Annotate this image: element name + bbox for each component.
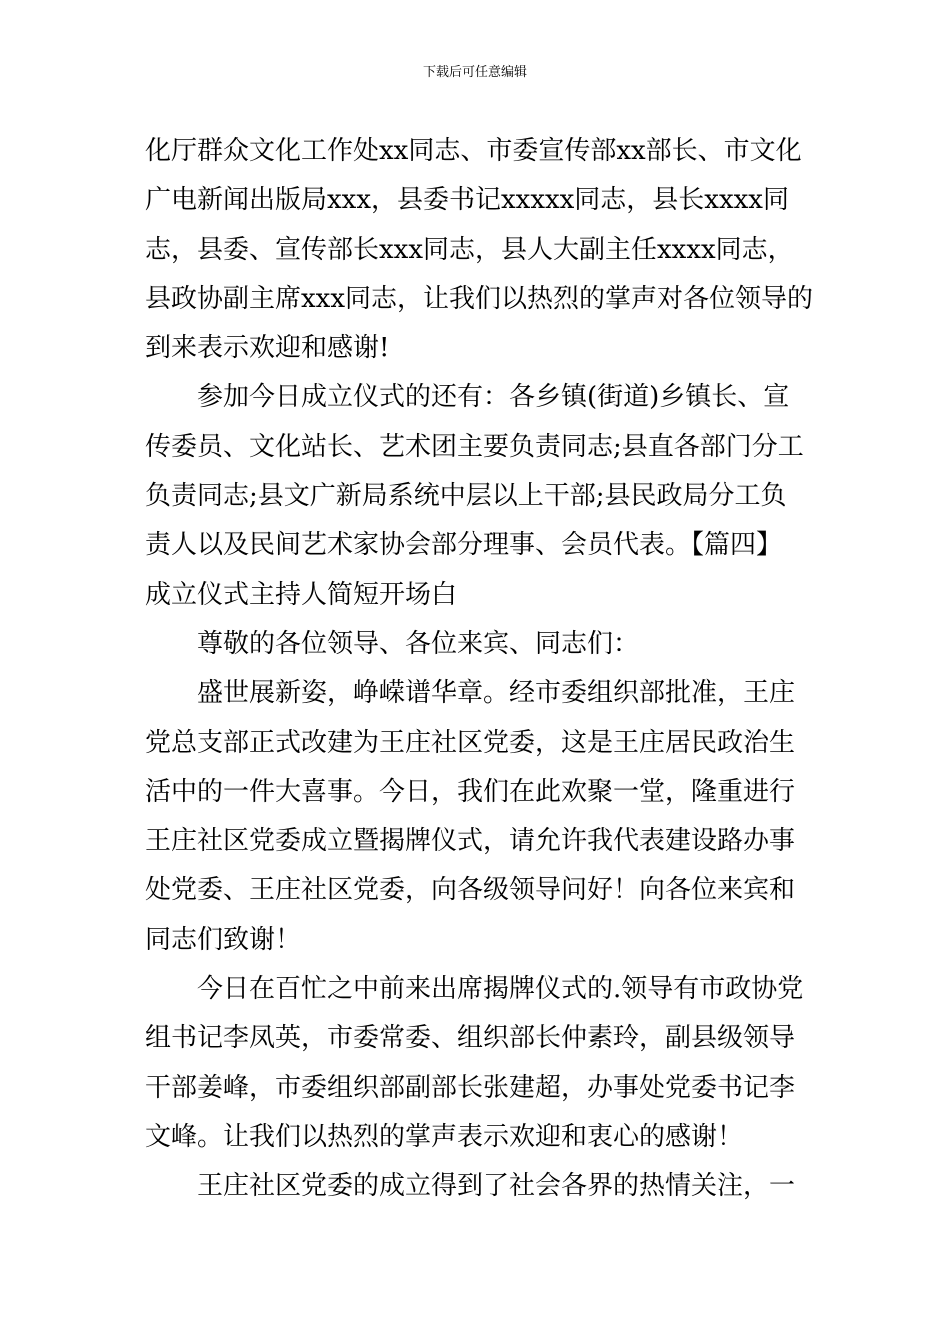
paragraph-start-line: 参加今日成立仪式的还有：各乡镇(街道)乡镇长、宣: [197, 382, 790, 413]
document-body: [145, 127, 815, 1212]
text-line: 党总支部正式改建为王庄社区党委，这是王庄居民政治生: [145, 727, 796, 758]
page-header: 下载后可任意编辑: [422, 65, 527, 80]
text-line: 志，县委、宣传部长xxx同志，县人大副主任xxxx同志，: [145, 234, 794, 265]
text-line: 活中的一件大喜事。今日，我们在此欢聚一堂，隆重进行: [145, 776, 796, 807]
text-line: 同志们致谢！: [145, 924, 302, 955]
paragraph-start-line: 今日在百忙之中前来出席揭牌仪式的.领导有市政协党: [197, 974, 804, 1005]
text-line: 文峰。让我们以热烈的掌声表示欢迎和衷心的感谢！: [145, 1121, 744, 1152]
text-line: 处党委、王庄社区党委，向各级领导问好！向各位来宾和: [145, 875, 796, 906]
text-line: 广电新闻出版局xxx，县委书记xxxxx同志，县长xxxx同: [145, 185, 789, 216]
text-line: 责人以及民间艺术家协会部分理事、会员代表。【篇四】: [145, 530, 783, 561]
salutation-line: 尊敬的各位领导、各位来宾、同志们：: [197, 628, 640, 659]
paragraph-start-line: 盛世展新姿，峥嵘谱华章。经市委组织部批准，王庄: [197, 678, 796, 709]
text-line: 到来表示欢迎和感谢!: [145, 333, 390, 364]
text-line: 化厅群众文化工作处xx同志、市委宣传部xx部长、市文化: [145, 136, 802, 166]
text-line: 干部姜峰，市委组织部副部长张建超，办事处党委书记李: [145, 1072, 796, 1103]
paragraph-start-line: 王庄社区党委的成立得到了社会各界的热情关注，一: [197, 1171, 796, 1202]
text-line: 组书记李凤英，市委常委、组织部长仲素玲，副县级领导: [145, 1023, 796, 1054]
text-line: 县政协副主席xxx同志，让我们以热烈的掌声对各位领导的: [145, 283, 813, 314]
text-line: 传委员、文化站长、艺术团主要负责同志;县直各部门分工: [145, 431, 804, 462]
text-line: 王庄社区党委成立暨揭牌仪式，请允许我代表建设路办事: [145, 826, 796, 857]
text-line: 负责同志;县文广新局系统中层以上干部;县民政局分工负: [145, 481, 787, 512]
section-title-line: 成立仪式主持人简短开场白: [145, 579, 458, 610]
